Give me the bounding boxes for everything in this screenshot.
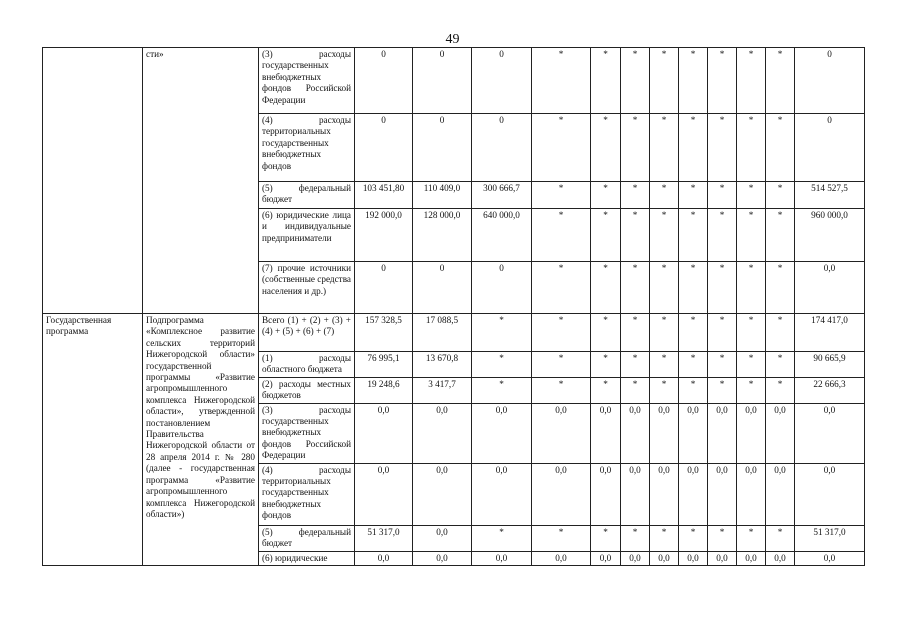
value-cell: * — [532, 209, 591, 262]
value-cell: * — [708, 314, 737, 352]
table-row — [43, 48, 865, 114]
value-cell: * — [472, 525, 532, 551]
value-cell: * — [766, 182, 795, 209]
value-cell: * — [766, 314, 795, 352]
value-cell: 76 995,1 — [355, 352, 413, 378]
value-cell: 0,0 — [532, 551, 591, 565]
funding-source-cell: (4) расходы территориальных государственных внебюджетных фондов — [259, 114, 355, 182]
total-cell: 0,0 — [795, 262, 865, 314]
value-cell: 0,0 — [591, 463, 621, 525]
value-cell: 157 328,5 — [355, 314, 413, 352]
value-cell: 0,0 — [413, 551, 472, 565]
value-cell: * — [621, 209, 650, 262]
funding-source-cell: (5) федеральный бюджет — [259, 525, 355, 551]
value-cell: * — [679, 114, 708, 182]
value-cell: * — [591, 314, 621, 352]
value-cell: * — [679, 525, 708, 551]
value-cell: 192 000,0 — [355, 209, 413, 262]
value-cell: * — [591, 114, 621, 182]
funding-source-cell: (3) расходы государственных внебюджетных фондов Российской Федерации — [259, 48, 355, 114]
program-cell: Государственная программа — [43, 314, 143, 566]
value-cell: * — [591, 48, 621, 114]
value-cell: * — [708, 209, 737, 262]
value-cell: * — [532, 352, 591, 378]
value-cell: 0,0 — [413, 403, 472, 463]
value-cell: * — [737, 114, 766, 182]
value-cell: 300 666,7 — [472, 182, 532, 209]
value-cell: * — [621, 48, 650, 114]
total-cell: 0 — [795, 48, 865, 114]
value-cell: * — [621, 262, 650, 314]
value-cell: * — [766, 114, 795, 182]
value-cell: * — [679, 182, 708, 209]
subprogram-cell: сти» — [143, 48, 259, 314]
value-cell: * — [650, 377, 679, 403]
value-cell: * — [737, 525, 766, 551]
value-cell: 0 — [472, 114, 532, 182]
value-cell: 0,0 — [679, 551, 708, 565]
value-cell: * — [679, 48, 708, 114]
value-cell: 0,0 — [472, 403, 532, 463]
value-cell: * — [650, 314, 679, 352]
value-cell: * — [708, 182, 737, 209]
value-cell: 128 000,0 — [413, 209, 472, 262]
value-cell: * — [766, 48, 795, 114]
value-cell: * — [766, 525, 795, 551]
value-cell: * — [621, 114, 650, 182]
value-cell: * — [532, 182, 591, 209]
value-cell: 103 451,80 — [355, 182, 413, 209]
value-cell: * — [650, 209, 679, 262]
total-cell: 22 666,3 — [795, 377, 865, 403]
value-cell: * — [766, 377, 795, 403]
value-cell: * — [532, 262, 591, 314]
value-cell: * — [737, 377, 766, 403]
value-cell: 13 670,8 — [413, 352, 472, 378]
value-cell: * — [708, 114, 737, 182]
value-cell: * — [766, 209, 795, 262]
value-cell: 0,0 — [737, 403, 766, 463]
total-cell: 90 665,9 — [795, 352, 865, 378]
value-cell: 0,0 — [355, 463, 413, 525]
value-cell: 0 — [355, 48, 413, 114]
value-cell: 0,0 — [737, 463, 766, 525]
value-cell: 0,0 — [591, 551, 621, 565]
value-cell: * — [708, 525, 737, 551]
value-cell: 0,0 — [355, 551, 413, 565]
value-cell: 110 409,0 — [413, 182, 472, 209]
program-cell — [43, 48, 143, 314]
value-cell: * — [472, 352, 532, 378]
value-cell: * — [708, 377, 737, 403]
value-cell: * — [679, 352, 708, 378]
table-block-b — [43, 314, 865, 566]
value-cell: * — [621, 314, 650, 352]
budget-table — [42, 47, 865, 566]
value-cell: 0,0 — [413, 525, 472, 551]
funding-source-cell: (4) расходы территориальных государственных внебюджетных фондов — [259, 463, 355, 525]
value-cell: * — [679, 377, 708, 403]
value-cell: 640 000,0 — [472, 209, 532, 262]
funding-source-cell: (7) прочие источники (собственные средства населения и др.) — [259, 262, 355, 314]
total-cell: 960 000,0 — [795, 209, 865, 262]
value-cell: * — [472, 377, 532, 403]
value-cell: 0,0 — [650, 551, 679, 565]
value-cell: 19 248,6 — [355, 377, 413, 403]
value-cell: * — [766, 352, 795, 378]
value-cell: * — [679, 314, 708, 352]
value-cell: 51 317,0 — [355, 525, 413, 551]
value-cell: * — [532, 525, 591, 551]
value-cell: 0,0 — [472, 463, 532, 525]
value-cell: 0 — [472, 262, 532, 314]
value-cell: 0,0 — [708, 463, 737, 525]
total-cell: 514 527,5 — [795, 182, 865, 209]
value-cell: * — [621, 525, 650, 551]
value-cell: 0,0 — [650, 463, 679, 525]
value-cell: 0,0 — [621, 463, 650, 525]
value-cell: * — [650, 525, 679, 551]
value-cell: * — [708, 48, 737, 114]
funding-source-cell: (2) расходы местных бюджетов — [259, 377, 355, 403]
value-cell: * — [737, 209, 766, 262]
value-cell: 0 — [413, 262, 472, 314]
value-cell: * — [737, 48, 766, 114]
page-number: 49 — [445, 32, 460, 47]
value-cell: 0,0 — [472, 551, 532, 565]
value-cell: 0,0 — [413, 463, 472, 525]
table-block-a — [43, 48, 865, 314]
value-cell: 0,0 — [708, 551, 737, 565]
value-cell: * — [708, 262, 737, 314]
value-cell: * — [737, 182, 766, 209]
value-cell: * — [472, 314, 532, 352]
value-cell: * — [737, 314, 766, 352]
value-cell: * — [591, 209, 621, 262]
value-cell: * — [737, 352, 766, 378]
total-cell: 0 — [795, 114, 865, 182]
value-cell: 0,0 — [532, 403, 591, 463]
value-cell: 0 — [355, 114, 413, 182]
value-cell: 0,0 — [679, 403, 708, 463]
funding-source-cell: Всего (1) + (2) + (3) + (4) + (5) + (6) + (7) — [259, 314, 355, 352]
total-cell: 0,0 — [795, 463, 865, 525]
funding-source-cell: (3) расходы государственных внебюджетных фондов Российской Федерации — [259, 403, 355, 463]
value-cell: * — [766, 262, 795, 314]
value-cell: * — [650, 114, 679, 182]
value-cell: * — [708, 352, 737, 378]
value-cell: 0,0 — [766, 551, 795, 565]
value-cell: * — [737, 262, 766, 314]
table-row — [43, 314, 865, 352]
value-cell: 0 — [413, 48, 472, 114]
value-cell: * — [532, 48, 591, 114]
total-cell: 0,0 — [795, 551, 865, 565]
value-cell: * — [532, 114, 591, 182]
total-cell: 0,0 — [795, 403, 865, 463]
total-cell: 174 417,0 — [795, 314, 865, 352]
value-cell: * — [621, 352, 650, 378]
value-cell: * — [679, 262, 708, 314]
value-cell: 3 417,7 — [413, 377, 472, 403]
value-cell: 0,0 — [679, 463, 708, 525]
value-cell: 0,0 — [355, 403, 413, 463]
value-cell: 0,0 — [650, 403, 679, 463]
value-cell: 0,0 — [591, 403, 621, 463]
value-cell: * — [591, 262, 621, 314]
value-cell: 0,0 — [737, 551, 766, 565]
value-cell: 0,0 — [708, 403, 737, 463]
subprogram-cell: Подпрограмма «Комплексное развитие сельских территорий Нижегородской области» государственной программы «Развитие агропромышленного комплекса Нижегородской области», утвержденной постановлением Правительства Нижегородской области от 28 апреля 2014 г. № 280 (далее - государственная программа «Развитие агропромышленного комплекса Нижегородской области») — [143, 314, 259, 566]
value-cell: 17 088,5 — [413, 314, 472, 352]
value-cell: 0 — [472, 48, 532, 114]
value-cell: * — [650, 352, 679, 378]
total-cell: 51 317,0 — [795, 525, 865, 551]
funding-source-cell: (1) расходы областного бюджета — [259, 352, 355, 378]
funding-source-cell: (6) юридические лица и индивидуальные предприниматели — [259, 209, 355, 262]
value-cell: * — [591, 182, 621, 209]
value-cell: * — [650, 182, 679, 209]
value-cell: * — [650, 48, 679, 114]
value-cell: 0 — [355, 262, 413, 314]
value-cell: * — [679, 209, 708, 262]
value-cell: * — [621, 182, 650, 209]
value-cell: * — [650, 262, 679, 314]
value-cell: * — [591, 352, 621, 378]
value-cell: * — [621, 377, 650, 403]
value-cell: 0,0 — [766, 463, 795, 525]
value-cell: * — [591, 377, 621, 403]
value-cell: * — [532, 314, 591, 352]
value-cell: * — [591, 525, 621, 551]
funding-source-cell: (5) федеральный бюджет — [259, 182, 355, 209]
value-cell: 0,0 — [621, 551, 650, 565]
value-cell: 0,0 — [532, 463, 591, 525]
value-cell: * — [532, 377, 591, 403]
value-cell: 0 — [413, 114, 472, 182]
value-cell: 0,0 — [621, 403, 650, 463]
value-cell: 0,0 — [766, 403, 795, 463]
funding-source-cell: (6) юридические — [259, 551, 355, 565]
